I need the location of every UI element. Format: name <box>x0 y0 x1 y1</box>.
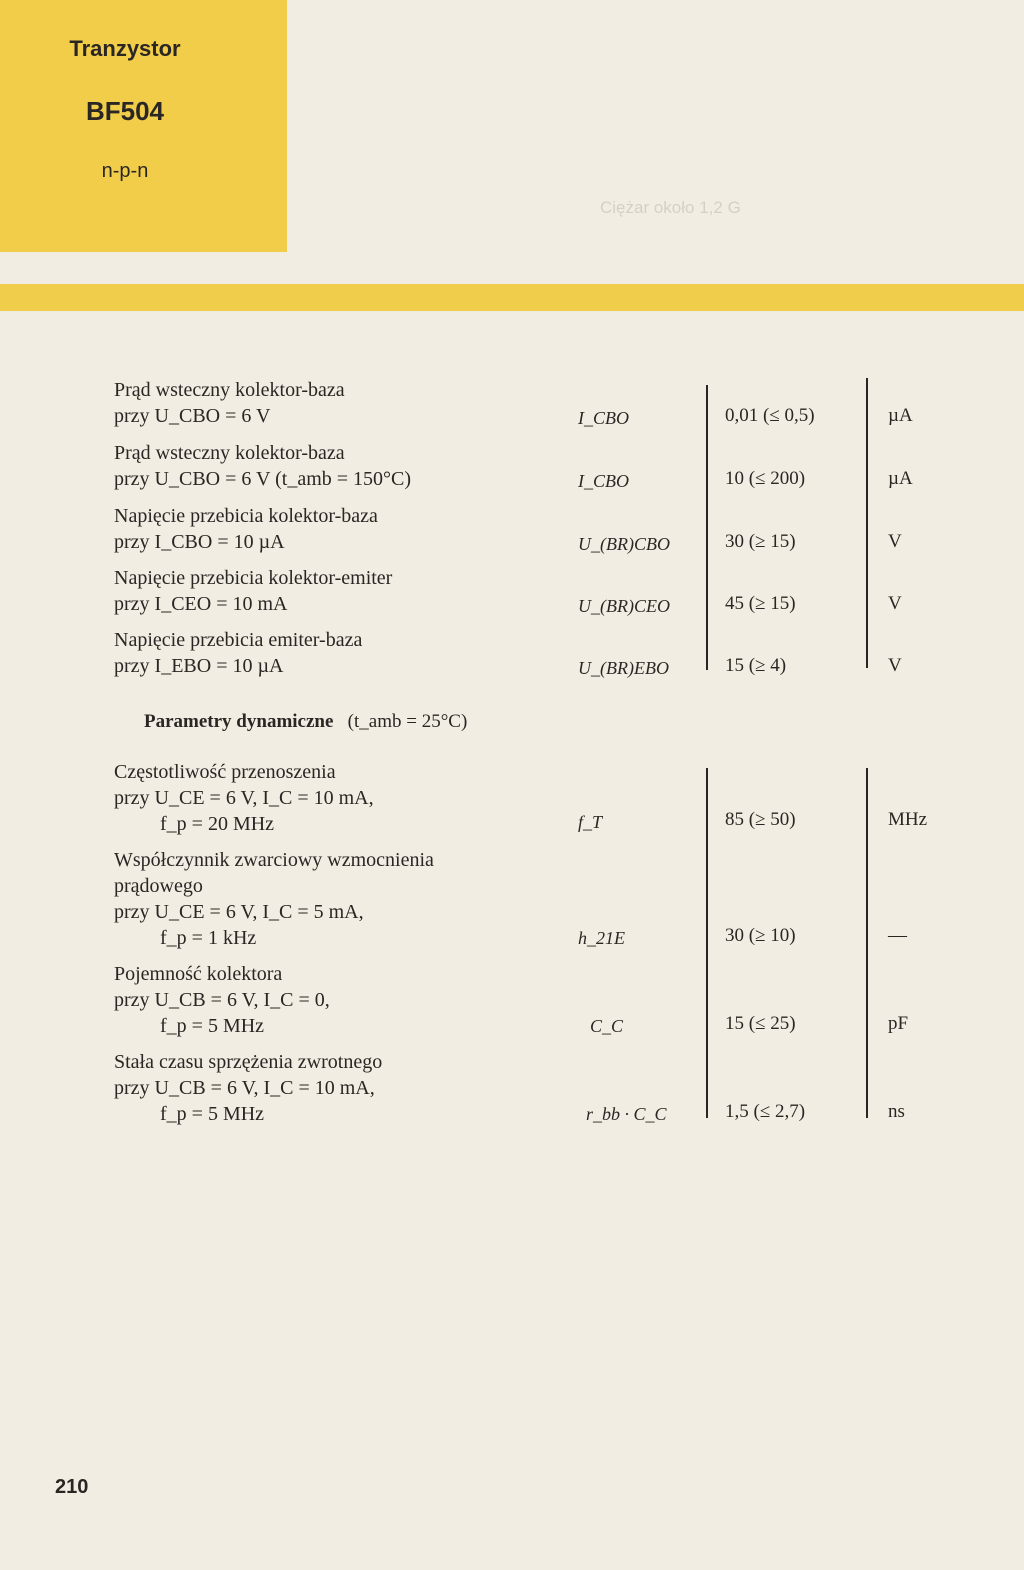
page-number: 210 <box>55 1476 89 1498</box>
row-condition: przy U_CE = 6 V, I_C = 10 mA, <box>114 787 374 809</box>
row-symbol: f_T <box>578 812 603 832</box>
row-value: 0,01 (≤ 0,5) <box>725 405 815 426</box>
row-condition: przy U_CE = 6 V, I_C = 5 mA, <box>114 901 364 923</box>
rule-value-left <box>706 385 708 670</box>
row-label: prądowego <box>114 875 203 897</box>
row-label: Napięcie przebicia kolektor-baza <box>114 505 378 527</box>
row-condition: przy U_CBO = 6 V <box>114 405 271 427</box>
row-symbol: C_C <box>590 1016 624 1036</box>
row-condition: f_p = 5 MHz <box>160 1103 265 1125</box>
row-symbol: h_21E <box>578 928 625 948</box>
section-condition: (t_amb = 25°C) <box>347 711 468 732</box>
rule-unit-left <box>866 378 868 668</box>
row-unit: µA <box>888 405 913 426</box>
section-title <box>144 711 467 733</box>
row-value: 85 (≥ 50) <box>725 809 796 830</box>
row-unit: V <box>888 531 902 552</box>
row-value: 15 (≥ 4) <box>725 655 787 676</box>
rule-value-left-dyn <box>706 768 708 1118</box>
row-value: 1,5 (≤ 2,7) <box>725 1101 806 1122</box>
row-label: Napięcie przebicia kolektor-emiter <box>114 567 393 589</box>
row-condition: przy U_CB = 6 V, I_C = 0, <box>114 989 330 1011</box>
row-label: Współczynnik zwarciowy wzmocnienia <box>114 849 434 871</box>
row-symbol: U_(BR)EBO <box>578 658 669 678</box>
row-unit: — <box>888 925 907 946</box>
row-condition: f_p = 5 MHz <box>160 1015 265 1037</box>
row-label: Prąd wsteczny kolektor-baza <box>114 379 345 401</box>
row-symbol: U_(BR)CBO <box>578 534 670 554</box>
row-unit: V <box>888 593 902 614</box>
row-condition: przy I_CEO = 10 mA <box>114 593 288 615</box>
row-value: 15 (≤ 25) <box>725 1013 796 1034</box>
show-through-text: Ciężar około 1,2 G <box>600 198 741 217</box>
header-box <box>0 0 287 252</box>
row-unit: ns <box>888 1101 905 1122</box>
row-unit: pF <box>888 1013 909 1034</box>
section-title-text: Parametry dynamiczne <box>144 711 334 732</box>
row-label: Prąd wsteczny kolektor-baza <box>114 442 345 464</box>
header-type: n-p-n <box>101 160 149 182</box>
row-label: Napięcie przebicia emiter-baza <box>114 629 363 651</box>
row-symbol: U_(BR)CEO <box>578 596 670 616</box>
row-value: 30 (≥ 10) <box>725 925 796 946</box>
row-condition: f_p = 20 MHz <box>160 813 275 835</box>
row-label: Częstotliwość przenoszenia <box>114 761 336 783</box>
row-unit: µA <box>888 468 913 489</box>
yellow-band <box>0 284 1024 311</box>
row-condition: przy I_CBO = 10 µA <box>114 531 285 553</box>
row-unit: V <box>888 655 902 676</box>
row-value: 45 (≥ 15) <box>725 593 796 614</box>
rule-unit-left-dyn <box>866 768 868 1118</box>
header-model: BF504 <box>85 96 165 126</box>
row-symbol: I_CBO <box>578 471 629 491</box>
row-unit: MHz <box>888 809 928 830</box>
row-symbol: r_bb · C_C <box>586 1104 667 1124</box>
row-value: 30 (≥ 15) <box>725 531 796 552</box>
row-value: 10 (≤ 200) <box>725 468 806 489</box>
row-condition: przy U_CBO = 6 V (t_amb = 150°C) <box>114 468 412 490</box>
row-label: Pojemność kolektora <box>114 963 283 985</box>
header-title: Tranzystor <box>69 36 181 61</box>
row-condition: f_p = 1 kHz <box>160 927 257 949</box>
row-condition: przy I_EBO = 10 µA <box>114 655 284 677</box>
row-condition: przy U_CB = 6 V, I_C = 10 mA, <box>114 1077 375 1099</box>
row-symbol: I_CBO <box>578 408 629 428</box>
row-label: Stała czasu sprzężenia zwrotnego <box>114 1051 383 1073</box>
